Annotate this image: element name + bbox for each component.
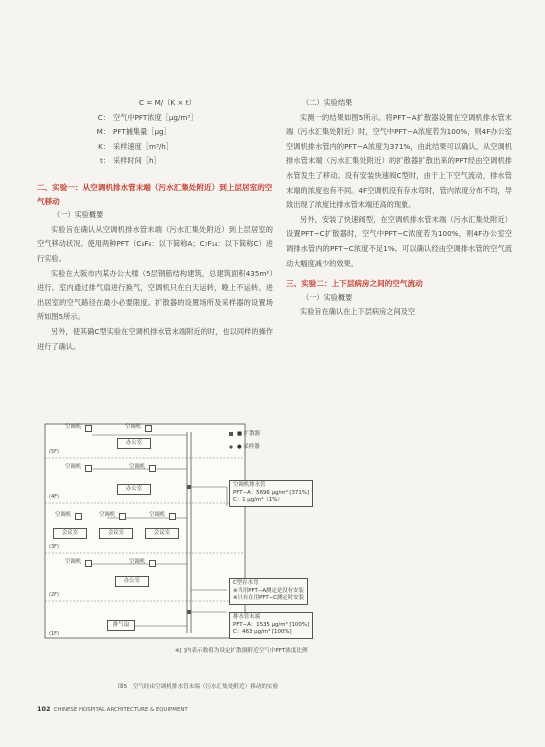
room-office: 办公室 — [117, 484, 151, 495]
subheading-overview-2: （一）实验概要 — [302, 292, 353, 302]
ac-unit — [85, 560, 92, 567]
floor-label: (1F) — [49, 631, 59, 637]
ac-unit-label: 空调机 — [65, 464, 82, 470]
variable-t: t： 采样时间［h］ — [99, 156, 161, 166]
section-heading-2: 二、实验一：从空调机排水管末端（污水汇集处附近）到上层居室的空气移动 — [37, 182, 273, 206]
left-column — [37, 96, 273, 354]
variable-c: C： 空气中PFT浓度［μg/m³］ — [97, 112, 198, 122]
ac-unit — [145, 425, 152, 432]
paragraph: 实验旨在确认在上下层病房之间及空 — [300, 307, 416, 317]
ac-unit — [85, 465, 92, 472]
ac-unit — [119, 513, 126, 520]
ac-unit — [85, 425, 92, 432]
ac-unit-label: 空调机 — [99, 512, 116, 518]
exhaust-fan: 排气扇 — [107, 620, 135, 631]
floor-label: (2F) — [49, 592, 59, 598]
variable-k: K： 采样速度［m³/h］ — [98, 141, 173, 151]
figure-caption: 图5 空气经由空调机排水管末端（污水汇集处附近）移动的实验 — [118, 684, 279, 690]
floor-label: (5F) — [49, 449, 59, 455]
ac-unit-label: 空调机 — [129, 559, 146, 565]
paragraph: 另外，使其确C型实验在空调机排水管末端附近的时，也以同样的操作进行了确认。 — [37, 326, 273, 351]
ac-unit-label: 空调机 — [149, 512, 166, 518]
ac-unit — [75, 513, 82, 520]
ac-unit-label: 空调机 — [55, 512, 72, 518]
variable-m: M： PFT捕集量［μg］ — [96, 127, 171, 137]
figure-building-diagram — [37, 418, 512, 662]
page-number: 102 — [37, 705, 51, 713]
paragraph: 实验旨在确认从空调机排水管末端（污水汇集处附近）到上层居室的空气移动状况。使用两种PFT（C₆F₆：以下简称A；C₇F₁₄：以下简称C）进行实验。 — [37, 224, 273, 263]
floor-label: (3F) — [49, 544, 59, 550]
figure-note: ※[ ]内表示数值为设定扩散器附近空气中PFT浓度比例 — [175, 648, 308, 654]
ac-unit-label: 空调机 — [65, 424, 82, 430]
legend-injector: ■ 扩散器 — [237, 431, 260, 437]
ac-unit — [149, 560, 156, 567]
ac-unit — [149, 465, 156, 472]
room-meeting: 会议室 — [53, 528, 87, 539]
room-office: 办公室 — [115, 576, 149, 587]
formula-line — [37, 96, 273, 111]
legend-sampler: ● 采样器 — [237, 444, 260, 450]
ac-unit — [169, 513, 176, 520]
room-meeting: 会议室 — [99, 528, 133, 539]
right-column — [286, 96, 512, 320]
callout-sampling-method: C型存水弯 ※当用PFT−A测定是没有安装 ※只有在用PFT−C测定时安装 — [229, 578, 308, 605]
floor-label: (4F) — [49, 494, 59, 500]
section-heading-3: 三、实验二：上下层病房之间的空气流动 — [286, 279, 423, 289]
paragraph: 实测一的结果如图5所示。将PFT−A扩散器设置在空调机排水管末端（污水汇集处附近）时，空气中PFT−A浓度若为100%，则4F办公室空调机排水管内的PFT−A浓度为371%，由此结果可以确认，从空调机排水管末端（污水汇集处附近）的扩散器扩散出来的PFT经由空调机排水管发生了移动。没有安装快速阀C型时，由于上下空气流动，排水管末端的浓度也有不同。4F空调机没有存水弯时，管内浓度分布不均，导致出现了浓度比排水管末端还高的现象。 — [286, 112, 512, 210]
ac-unit-label: 空调机 — [129, 464, 146, 470]
callout-exhaust-end: 空调机排水管 PFT−A：5696 μg/m³ [371%] C：1 μg/m³（1%） — [229, 480, 313, 507]
ac-unit-label: 空调机 — [125, 424, 142, 430]
ac-unit-label: 空调机 — [65, 559, 82, 565]
room-office: 办公室 — [117, 438, 151, 449]
paragraph: 另外，安装了快速阀型，在空调机排水管末端（污水汇集处附近）设置PFT−C扩散器时，空气中PFT−C浓度若为100%，则4F办公室空调排水管内的PFT−C浓度不足1%。可以确认经由空调排水管的空气流动大幅度减少的效果。 — [286, 214, 512, 268]
journal-name: CHINESE HOSPITAL ARCHITECTURE & EQUIPMENT — [53, 707, 188, 713]
room-meeting: 会议室 — [145, 528, 179, 539]
subheading-results: （二）实验结果 — [302, 98, 353, 107]
formula: C = M/（K × t） — [139, 98, 196, 107]
page-footer — [37, 705, 188, 713]
callout-exhaust-end-2: 排水管末端 PFT−A：1535 μg/m³ [100%] C：463 μg/m³ [100%] — [229, 612, 313, 639]
subheading-overview: （一）实验概要 — [53, 210, 104, 220]
paragraph: 实验在大阪市内某办公大楼（5层钢筋结构建筑，总建筑面积435m²）进行。室内通过排气扇进行换气，空调机只在白天运转，晚上不运转。进出居室的空气路径在最小必要限度。扩散器的设置场所及采样器的设置场所如图5所示。 — [37, 268, 273, 322]
